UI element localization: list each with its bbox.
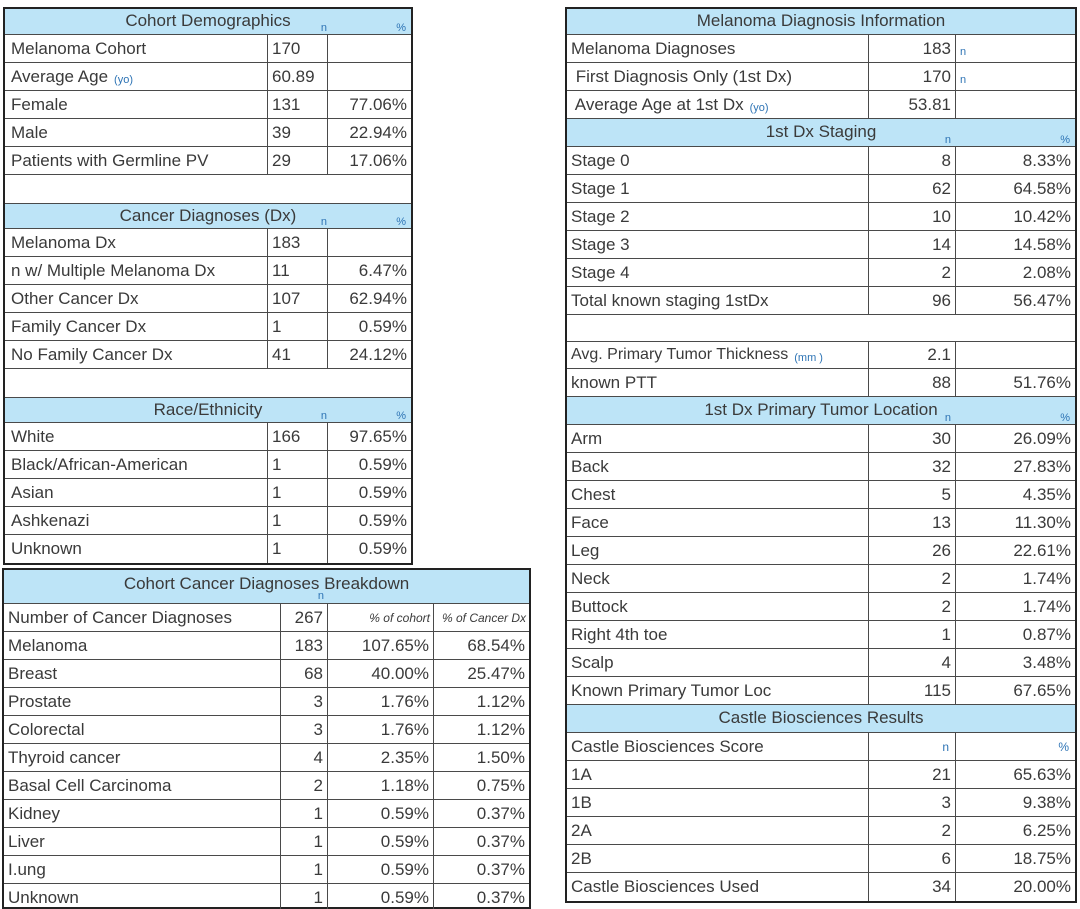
cell-pct: 24.12% — [327, 341, 411, 368]
cell-n: 60.89 — [267, 63, 327, 90]
cell-pct — [327, 35, 411, 62]
cell-n: 115 — [868, 677, 955, 704]
table-row — [4, 856, 529, 884]
row-label: Average Age at 1st Dx (yo) — [571, 94, 769, 114]
cell-pct: 17.06% — [327, 147, 411, 174]
table-row — [4, 716, 529, 744]
cell-n: 1 — [267, 535, 327, 563]
col-sub-n: n — [944, 412, 951, 424]
spacer-row — [567, 315, 1075, 341]
table-row — [567, 147, 1075, 175]
cell-pct: 11.30% — [955, 509, 1075, 536]
cell-pct: 0.87% — [955, 621, 1075, 648]
row-label: Other Cancer Dx — [11, 288, 139, 308]
table-row — [567, 203, 1075, 231]
cell-n: 1 — [267, 451, 327, 478]
table-row — [5, 229, 411, 257]
cell-n: 4 — [280, 744, 327, 771]
row-label: Family Cancer Dx — [11, 316, 147, 336]
row-label: Avg. Primary Tumor Thickness (mm ) — [571, 346, 823, 364]
cell-n: 2 — [280, 772, 327, 799]
cell-pct: 65.63% — [955, 761, 1075, 788]
table-row — [4, 884, 529, 909]
table-row — [5, 423, 411, 451]
section-header-cohort-demographics — [5, 9, 411, 35]
section-title: Castle Biosciences Results — [718, 708, 924, 727]
col-sub-pct: % — [955, 733, 1075, 760]
row-label: Melanoma Diagnoses — [571, 38, 736, 58]
cell-n: 3 — [280, 716, 327, 743]
section-header-castle — [567, 705, 1075, 733]
cell-pct-dx: 0.37% — [433, 856, 529, 883]
table-row — [5, 479, 411, 507]
row-label: Stage 2 — [571, 206, 630, 226]
row-label: Arm — [571, 428, 603, 448]
row-label: Stage 3 — [571, 234, 630, 254]
row-label: Right 4th toe — [571, 624, 668, 644]
cell-pct-cohort: 0.59% — [327, 856, 433, 883]
table-row — [567, 845, 1075, 873]
cell-n: 34 — [868, 873, 955, 901]
cell-pct: 0.59% — [327, 535, 411, 563]
section-title: Cohort Demographics — [125, 11, 291, 30]
col-header-pct-cohort: % of cohort — [327, 604, 433, 631]
table-row — [567, 369, 1075, 397]
table-row — [5, 535, 411, 563]
cell-pct-dx: 1.12% — [433, 688, 529, 715]
cell-n: 6 — [868, 845, 955, 872]
col-sub-n: n — [944, 134, 951, 146]
cell-n: 1 — [267, 507, 327, 534]
cell-pct-cohort: 0.59% — [327, 828, 433, 855]
unit-note: (mm ) — [794, 352, 823, 364]
section-title: Melanoma Diagnosis Information — [696, 11, 946, 30]
cell-n: 1 — [868, 621, 955, 648]
col-sub-n: n — [320, 216, 327, 228]
col-header-pct-dx: % of Cancer Dx — [433, 604, 529, 631]
cell-n: 10 — [868, 203, 955, 230]
cell-pct-dx: 0.37% — [433, 884, 529, 909]
cell-pct: 26.09% — [955, 425, 1075, 452]
table-row — [567, 761, 1075, 789]
cell-n: 131 — [267, 91, 327, 118]
cell-n: 2 — [868, 593, 955, 620]
table-row — [567, 91, 1075, 119]
section-header-staging — [567, 119, 1075, 147]
row-label: 1A — [571, 764, 592, 784]
cell-pct: 4.35% — [955, 481, 1075, 508]
section-header-cancer-diagnoses — [5, 203, 411, 229]
cell-n: 1 — [267, 479, 327, 506]
row-label: Face — [571, 512, 609, 532]
section-header-tumor-location — [567, 397, 1075, 425]
cell-pct-cohort: 0.59% — [327, 884, 433, 909]
table-row — [567, 593, 1075, 621]
cell-pct: 6.47% — [327, 257, 411, 284]
table-row — [567, 789, 1075, 817]
cell-pct: 9.38% — [955, 789, 1075, 816]
cell-pct-cohort: 0.59% — [327, 800, 433, 827]
cancer-breakdown-table — [2, 568, 531, 909]
table-row — [5, 507, 411, 535]
cell-pct: 8.33% — [955, 147, 1075, 174]
row-label: Melanoma Dx — [11, 232, 116, 252]
table-row — [567, 565, 1075, 593]
table-row — [567, 341, 1075, 369]
row-label: 2B — [571, 848, 592, 868]
row-label: Breast — [8, 663, 58, 683]
cell-pct: 22.94% — [327, 119, 411, 146]
cell-n: 88 — [868, 369, 955, 396]
cell-pct: 0.59% — [327, 451, 411, 478]
row-label: Liver — [8, 831, 45, 851]
table-row — [567, 817, 1075, 845]
cell-pct-dx: 1.50% — [433, 744, 529, 771]
cell-pct: 0.59% — [327, 479, 411, 506]
cell-pct-cohort: 1.76% — [327, 688, 433, 715]
cell-pct: 51.76% — [955, 369, 1075, 396]
col-sub-pct: % — [396, 22, 406, 34]
table-row — [567, 873, 1075, 901]
table-header-row — [567, 733, 1075, 761]
table-row — [567, 677, 1075, 705]
table-row — [567, 425, 1075, 453]
row-label: First Diagnosis Only (1st Dx) — [571, 66, 793, 86]
row-label: Stage 1 — [571, 178, 630, 198]
cell-pct-cohort: 107.65% — [327, 632, 433, 659]
cell-n: 3 — [868, 789, 955, 816]
cell-n: 53.81 — [868, 91, 955, 118]
row-label: Buttock — [571, 596, 628, 616]
table-row — [567, 175, 1075, 203]
row-label: Thyroid cancer — [8, 747, 121, 767]
cell-n: 267 — [280, 604, 327, 631]
table-row — [5, 313, 411, 341]
table-row — [4, 660, 529, 688]
row-label: Basal Cell Carcinoma — [8, 775, 172, 795]
cell-pct: 67.65% — [955, 677, 1075, 704]
col-sub-n: n — [320, 410, 327, 422]
row-label: Asian — [11, 482, 54, 502]
cell-n: 26 — [868, 537, 955, 564]
cell-pct — [955, 91, 1075, 118]
cell-n: 14 — [868, 231, 955, 258]
col-sub-pct: % — [396, 410, 406, 422]
cell-pct: 10.42% — [955, 203, 1075, 230]
row-label: White — [11, 426, 55, 446]
cell-n: 1 — [280, 856, 327, 883]
unit-note: (yo) — [749, 101, 769, 114]
cell-pct-cohort: 2.35% — [327, 744, 433, 771]
cell-n: 21 — [868, 761, 955, 788]
cell-n: 3 — [280, 688, 327, 715]
table-row — [567, 509, 1075, 537]
table-row — [4, 800, 529, 828]
cell-pct: 27.83% — [955, 453, 1075, 480]
cell-n: 96 — [868, 287, 955, 314]
table-row — [567, 537, 1075, 565]
cell-n: 2 — [868, 817, 955, 844]
cell-n: 5 — [868, 481, 955, 508]
table-row — [4, 632, 529, 660]
col-sub-n: n — [317, 590, 324, 602]
table-row — [5, 257, 411, 285]
cell-pct: 0.59% — [327, 507, 411, 534]
row-label: Stage 4 — [571, 262, 630, 282]
col-sub-n: n — [868, 733, 955, 760]
row-label: 1B — [571, 792, 592, 812]
cell-n: 183 — [868, 35, 955, 62]
row-label: Back — [571, 456, 609, 476]
table-row — [5, 341, 411, 369]
row-label: Leg — [571, 540, 600, 560]
table-row — [4, 828, 529, 856]
section-title: 1st Dx Staging — [765, 122, 877, 141]
cell-n: 183 — [280, 632, 327, 659]
table-row — [567, 649, 1075, 677]
table-header-row — [4, 604, 529, 632]
col-sub-pct: % — [396, 216, 406, 228]
table-row — [567, 481, 1075, 509]
cell-n: 68 — [280, 660, 327, 687]
table-row — [5, 119, 411, 147]
section-title: 1st Dx Primary Tumor Location — [704, 400, 938, 419]
table-row — [567, 35, 1075, 63]
row-label: Colorectal — [8, 719, 85, 739]
row-label: Melanoma — [8, 635, 88, 655]
row-label: 2A — [571, 820, 592, 840]
row-label: Chest — [571, 484, 616, 504]
section-title: Race/Ethnicity — [153, 400, 263, 419]
cell-n: 30 — [868, 425, 955, 452]
row-label: Female — [11, 94, 68, 114]
cell-n: 39 — [267, 119, 327, 146]
row-label: Stage 0 — [571, 150, 630, 170]
cell-pct-dx: 68.54% — [433, 632, 529, 659]
cell-pct: 18.75% — [955, 845, 1075, 872]
cell-n: 41 — [267, 341, 327, 368]
section-header-melanoma-info — [567, 9, 1075, 35]
cell-pct: 1.74% — [955, 565, 1075, 592]
cell-pct: 77.06% — [327, 91, 411, 118]
table-row — [4, 772, 529, 800]
row-label: Castle Biosciences Used — [571, 877, 760, 896]
cell-pct: 64.58% — [955, 175, 1075, 202]
table-row — [5, 63, 411, 91]
col-sub-pct: % — [1060, 134, 1070, 146]
cell-pct-cohort: 1.18% — [327, 772, 433, 799]
cell-pct-dx: 0.37% — [433, 800, 529, 827]
row-label: Scalp — [571, 652, 614, 672]
row-label: Total known staging 1stDx — [571, 290, 769, 310]
row-label: Known Primary Tumor Loc — [571, 680, 772, 700]
cell-n: 2 — [868, 565, 955, 592]
cell-pct: 14.58% — [955, 231, 1075, 258]
table-row — [5, 91, 411, 119]
cell-pct: 2.08% — [955, 259, 1075, 286]
cell-n: 1 — [280, 800, 327, 827]
table-row — [567, 231, 1075, 259]
col-sub-n: n — [320, 22, 327, 34]
cell-n: 183 — [267, 229, 327, 256]
section-header-race-ethnicity — [5, 397, 411, 423]
table-row — [567, 621, 1075, 649]
left-summary-tables — [3, 7, 413, 565]
cell-pct-dx: 1.12% — [433, 716, 529, 743]
table-row — [5, 35, 411, 63]
cell-pct: 97.65% — [327, 423, 411, 450]
cell-n: 32 — [868, 453, 955, 480]
row-label: Prostate — [8, 691, 72, 711]
cell-pct-dx: 0.37% — [433, 828, 529, 855]
row-label: Number of Cancer Diagnoses — [8, 607, 232, 627]
table-row — [567, 63, 1075, 91]
row-label: No Family Cancer Dx — [11, 344, 173, 364]
cell-pct-dx: 0.75% — [433, 772, 529, 799]
row-label: Black/African-American — [11, 454, 188, 474]
cell-pct: 0.59% — [327, 313, 411, 340]
row-label: Kidney — [8, 803, 60, 823]
cell-pct — [955, 342, 1075, 368]
cell-n: 2 — [868, 259, 955, 286]
cell-n: 13 — [868, 509, 955, 536]
row-label: Unknown — [8, 888, 79, 907]
cell-pct: 20.00% — [955, 873, 1075, 901]
table-row — [4, 744, 529, 772]
cell-pct — [327, 63, 411, 90]
row-label: Unknown — [11, 539, 82, 558]
cell-n: 170 — [267, 35, 327, 62]
row-label: known PTT — [571, 372, 657, 392]
cell-n: 11 — [267, 257, 327, 284]
row-label: Patients with Germline PV — [11, 150, 209, 170]
col-sub-pct: % — [1060, 412, 1070, 424]
cell-pct: 56.47% — [955, 287, 1075, 314]
table-row — [567, 453, 1075, 481]
melanoma-diagnosis-tables — [565, 7, 1077, 903]
spacer-row — [5, 369, 411, 397]
table-row — [4, 688, 529, 716]
row-label: I.ung — [8, 859, 46, 879]
cell-pct: 62.94% — [327, 285, 411, 312]
table-row — [5, 285, 411, 313]
cell-pct-cohort: 1.76% — [327, 716, 433, 743]
row-label: n w/ Multiple Melanoma Dx — [11, 260, 216, 280]
cell-pct: 3.48% — [955, 649, 1075, 676]
row-label: Ashkenazi — [11, 510, 90, 530]
table-row — [567, 259, 1075, 287]
table-row — [567, 287, 1075, 315]
cell-n: 166 — [267, 423, 327, 450]
section-header-breakdown — [4, 570, 529, 604]
cell-n: 1 — [280, 884, 327, 909]
cell-n-tag: n — [955, 35, 1075, 62]
cell-n: 107 — [267, 285, 327, 312]
cell-n-tag: n — [955, 63, 1075, 90]
section-title: Cohort Cancer Diagnoses Breakdown — [123, 574, 410, 593]
cell-pct: 1.74% — [955, 593, 1075, 620]
cell-n: 62 — [868, 175, 955, 202]
cell-pct-dx: 25.47% — [433, 660, 529, 687]
cell-pct-cohort: 40.00% — [327, 660, 433, 687]
cell-n: 2.1 — [868, 342, 955, 368]
cell-n: 8 — [868, 147, 955, 174]
row-label: Castle Biosciences Score — [571, 736, 764, 756]
table-row — [5, 451, 411, 479]
row-label: Melanoma Cohort — [11, 38, 147, 58]
cell-pct: 22.61% — [955, 537, 1075, 564]
spacer-row — [5, 175, 411, 203]
cell-n: 1 — [280, 828, 327, 855]
cell-n: 29 — [267, 147, 327, 174]
cell-pct: 6.25% — [955, 817, 1075, 844]
table-row — [5, 147, 411, 175]
cell-n: 170 — [868, 63, 955, 90]
row-label: Average Age (yo) — [11, 66, 133, 86]
row-label: Neck — [571, 568, 610, 588]
cell-n: 1 — [267, 313, 327, 340]
unit-note: (yo) — [114, 73, 133, 86]
cell-pct — [327, 229, 411, 256]
row-label: Male — [11, 122, 48, 142]
cell-n: 4 — [868, 649, 955, 676]
section-title: Cancer Diagnoses (Dx) — [119, 206, 297, 225]
